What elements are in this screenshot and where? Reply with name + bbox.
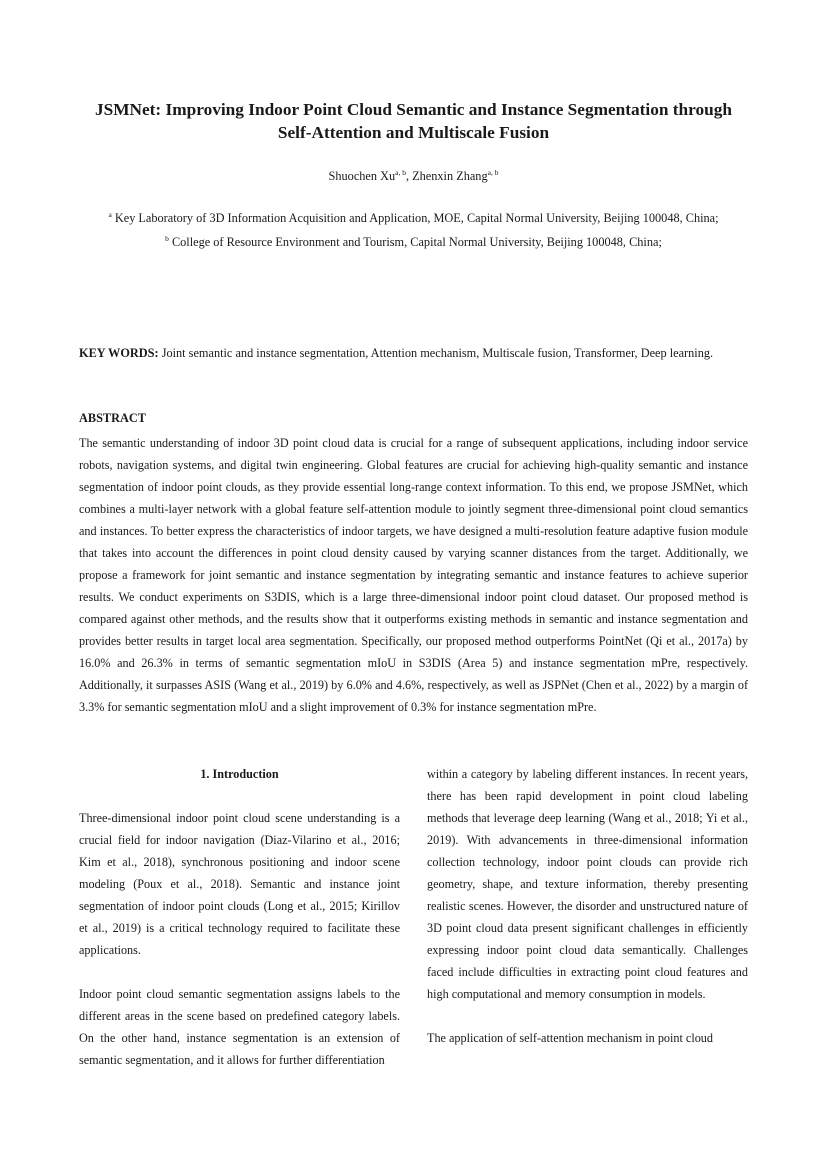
keywords-label: KEY WORDS: — [79, 346, 159, 360]
paragraph: The application of self-attention mechanism in point cloud — [427, 1031, 713, 1045]
abstract-heading: ABSTRACT — [79, 411, 146, 425]
paragraph: within a category by labeling different instances. In recent years, there has been rapid development in point cloud labeling methods that leverage deep learning (Wang et al., 2018; Yi et al., 2019). With advancements in three-dimensional information collection technology, indoor point clouds can provide rich geometry, shape, and texture information, thereby presenting realistic scenes. However, the disorder and unstructured nature of 3D point cloud data present significant challenges in efficiently expressing indoor point cloud data semantically. Challenges faced include difficulties in extracting point cloud features and high computational and memory consumption in models. — [427, 767, 748, 1001]
right-column — [427, 763, 748, 1071]
affiliation-text: Key Laboratory of 3D Information Acquisition and Application, MOE, Capital Normal University, Beijing 100048, China; — [114, 211, 719, 225]
keywords-text: Joint semantic and instance segmentation, Attention mechanism, Multiscale fusion, Transformer, Deep learning. — [161, 346, 714, 360]
left-column — [79, 763, 400, 1093]
author-separator: , — [405, 169, 413, 183]
affiliation-text: College of Resource Environment and Tourism, Capital Normal University, Beijing 100048, China; — [171, 235, 662, 249]
affiliation-a — [60, 210, 767, 226]
author-name: Shuochen Xu — [328, 169, 396, 183]
paragraph: Three-dimensional indoor point cloud scene understanding is a crucial field for indoor navigation (Diaz-Vilarino et al., 2016; Kim et al., 2018), synchronous positioning and indoor scene modeling (Poux et al., 2018). Semantic and instance joint segmentation of indoor point clouds (Long et al., 2015; Kirillov et al., 2019) is a critical technology required to facilitate these applications. — [79, 811, 400, 957]
abstract-body: The semantic understanding of indoor 3D point cloud data is crucial for a range of subsequent applications, including indoor service robots, navigation systems, and digital twin engineering. Global features are crucial for achieving high-quality semantic and instance segmentation of indoor point clouds, as they provide essential long-range context information. To this end, we propose JSMNet, which combines a multi-layer network with a global feature self-attention module to jointly segment three-dimensional point cloud semantics and instances. To better express the characteristics of indoor targets, we have designed a multi-resolution feature adaptive fusion module that takes into account the differences in point cloud density caused by varying scanner distances from the target. Additionally, we propose a framework for joint semantic and instance segmentation by integrating semantic and instance features to achieve superior results. We conduct experiments on S3DIS, which is a large three-dimensional indoor point cloud dataset. Our proposed method is compared against other methods, and the results show that it outperforms existing methods in semantic and instance segmentation and provides better results in target local area segmentation. Specifically, our proposed method outperforms PointNet (Qi et al., 2017a) by 16.0% and 26.3% in terms of semantic segmentation mIoU in S3DIS (Area 5) and instance segmentation mPre, respectively. Additionally, it surpasses ASIS (Wang et al., 2019) by 6.0% and 4.6%, respectively, as well as JSPNet (Chen et al., 2022) by a margin of 3.3% for semantic segmentation mIoU and a slight improvement of 0.3% for instance segmentation mPre. — [79, 436, 748, 714]
paper-title — [60, 98, 767, 144]
author-list — [60, 168, 767, 184]
affiliation-b — [60, 234, 767, 250]
author-name: Zhenxin Zhang — [412, 169, 488, 183]
author-affiliation-mark: a, b — [487, 168, 499, 177]
affiliation-mark: b — [165, 234, 169, 243]
title-line-1: JSMNet: Improving Indoor Point Cloud Semantic and Instance Segmentation through — [94, 100, 733, 119]
title-line-2: Self-Attention and Multiscale Fusion — [277, 123, 550, 142]
paragraph: Indoor point cloud semantic segmentation assigns labels to the different areas in the scene based on predefined category labels. On the other hand, instance segmentation is an extension of semantic segmentation, and it allows for further differentiation — [79, 987, 400, 1067]
affiliation-mark: a — [108, 210, 112, 219]
section-heading-introduction: 1. Introduction — [200, 767, 279, 781]
keywords — [79, 345, 759, 361]
author-affiliation-mark: a, b — [395, 168, 406, 177]
